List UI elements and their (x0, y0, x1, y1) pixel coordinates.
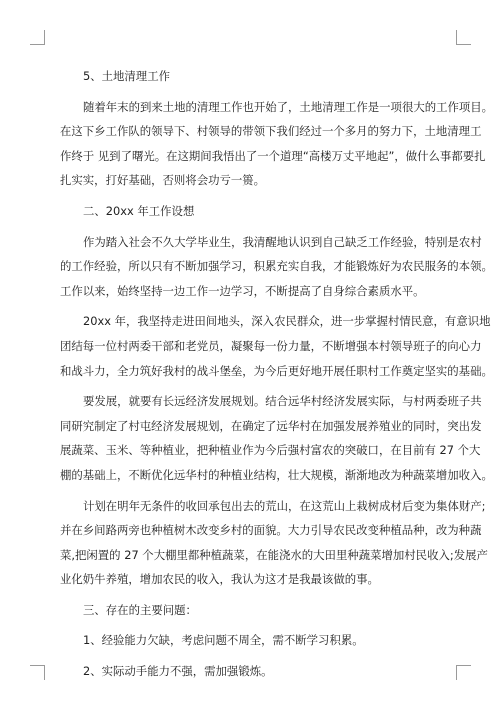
paragraph-line: 团结每一位村两委干部和老党员，凝聚每一份力量，不断增强本村领导班子的向心力 (60, 338, 482, 353)
paragraph-line: 20xx 年，我坚持走进田间地头，深入农民群众，进一步掌握村情民意，有意识地 (83, 314, 491, 329)
paragraph-line: 的工作经验，所以只有不断加强学习，积累充实自我，才能锻炼好为农民服务的本领。 (60, 259, 493, 274)
crop-mark-top-left (30, 30, 45, 45)
paragraph-line: 随着年末的到来土地的清理工作也开始了，土地清理工作是一项很大的工作项目。 (83, 99, 494, 114)
paragraph-line: 并在乡间路两旁也种植树木改变乡村的面貌。大力引导农民改变种植品种，改为种蔬 (60, 523, 482, 538)
problem-item-2: 2、实际动手能力不强，需加强锻炼。 (83, 664, 273, 679)
paragraph-line: 要发展，就要有长远经济发展规划。结合远华村经济发展实际，与村两委班子共 (83, 394, 482, 409)
crop-mark-bottom-left (30, 665, 45, 680)
paragraph-plan-next-year (60, 494, 488, 592)
crop-mark-bottom-right (456, 665, 471, 680)
paragraph-plan-study (60, 230, 493, 304)
paragraph-plan-grassroots (60, 309, 493, 383)
paragraph-line: 展蔬菜、玉米、等种植业，把种植业作为今后强村富农的突破口，在目前有 27 个大 (60, 443, 481, 458)
section-heading-work-plan: 二、20xx 年工作设想 (83, 203, 195, 218)
paragraph-line: 扎实实，打好基础，否则将会功亏一篑。 (60, 173, 266, 188)
paragraph-line: 作为踏入社会不久大学毕业生，我清醒地认识到自己缺乏工作经验，特别是农村 (83, 234, 482, 249)
document-body (60, 64, 494, 684)
crop-mark-top-right (456, 30, 471, 45)
paragraph-line: 作终于 见到了曙光。在这期间我悟出了一个道理“高楼万丈平地起”，做什么事都要扎 (60, 148, 486, 163)
section-heading-problems: 三、存在的主要问题： (83, 602, 197, 617)
paragraph-plan-economy (60, 389, 493, 487)
paragraph-line: 业化奶牛养殖，增加农民的收入，我认为这才是我最该做的事。 (60, 572, 379, 587)
paragraph-line: 工作以来，始终坚持一边工作一边学习，不断提高了自身综合素质水平。 (60, 283, 425, 298)
paragraph-line: 和战斗力，全力筑好我村的战斗堡垒，为今后更好地开展任职村工作奠定坚实的基础。 (60, 363, 493, 378)
paragraph-land-clearing (60, 95, 494, 193)
paragraph-line: 菜,把闲置的 27 个大棚里都种植蔬菜，在能浇水的大田里种蔬菜增加村民收入;发展产 (60, 547, 488, 562)
paragraph-line: 同研究制定了村屯经济发展规划，在确定了远华村在加强发展养殖业的同时，突出发 (60, 418, 482, 433)
paragraph-line: 在这下乡工作队的领导下、村领导的带领下我们经过一个多月的努力下，土地清理工 (60, 124, 482, 139)
paragraph-line: 计划在明年无条件的收回承包出去的荒山，在这荒山上栽树成材后变为集体财产; (83, 498, 486, 513)
paragraph-line: 棚的基础上，不断优化远华村的种植业结构，壮大规模，渐渐地改为种蔬菜增加收入。 (60, 467, 493, 482)
problem-item-1: 1、经验能力欠缺，考虑问题不周全，需不断学习积累。 (83, 633, 364, 648)
section-heading-land-clearing: 5、土地清理工作 (83, 69, 170, 83)
